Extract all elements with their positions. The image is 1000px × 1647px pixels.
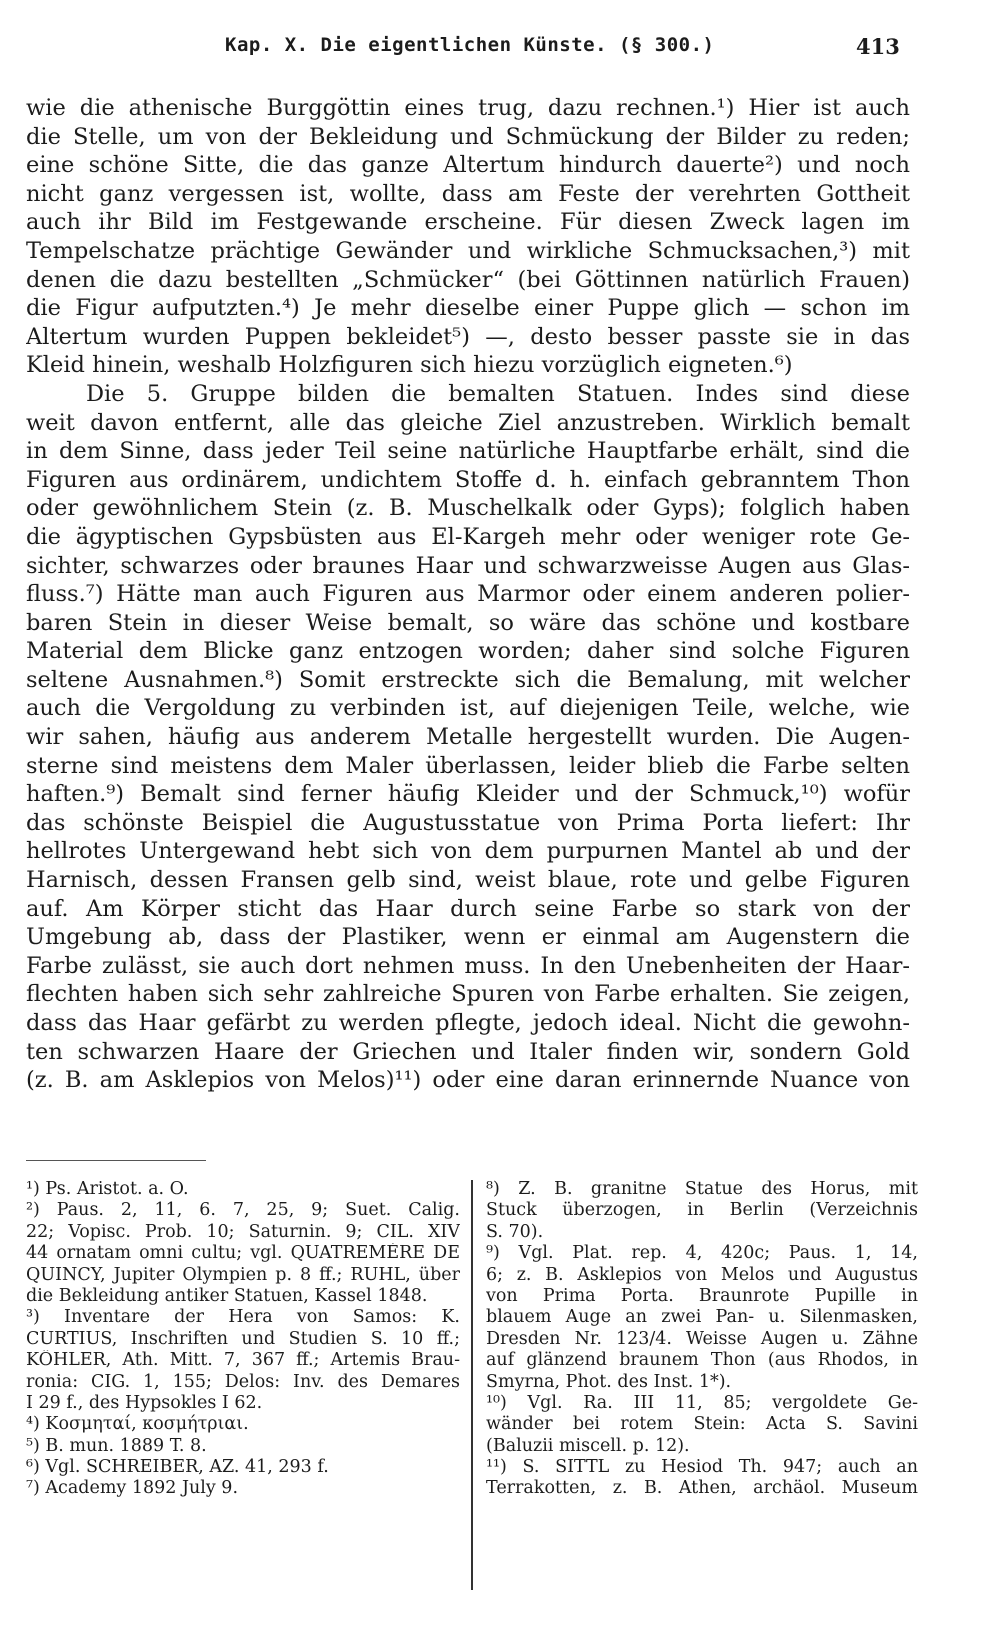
text-line: die Stelle, um von der Bekleidung und Schmückung der Bilder zu reden; — [26, 123, 910, 150]
footnote-line: ⁶) Vgl. SCHREIBER, AZ. 41, 293 f. — [26, 1457, 329, 1478]
text-line: eine schöne Sitte, die das ganze Altertum hindurch dauerte²) und noch — [26, 152, 910, 179]
text-line: die ägyptischen Gypsbüsten aus El-Kargeh mehr oder weniger rote Ge- — [26, 523, 910, 550]
text-line: wir sahen, häufig aus anderem Metalle hergestellt wurden. Die Augen- — [26, 724, 910, 751]
footnote-line: Terrakotten, z. B. Athen, archäol. Museum — [486, 1478, 918, 1499]
text-line: ten schwarzen Haare der Griechen und Italer finden wir, sondern Gold — [26, 1038, 910, 1065]
footnote-line: ⁷) Academy 1892 July 9. — [26, 1478, 239, 1499]
text-line: denen die dazu bestellten „Schmücker“ (bei Göttinnen natürlich Frauen) — [26, 266, 910, 293]
text-line: haften.⁹) Bemalt sind ferner häufig Kleider und der Schmuck,¹⁰) wofür — [26, 781, 910, 808]
footnote-line: ²) Paus. 2, 11, 6. 7, 25, 9; Suet. Calig. — [26, 1200, 460, 1221]
text-line: Figuren aus ordinärem, undichtem Stoffe d. h. einfach gebranntem Thon — [26, 466, 910, 493]
footnote-line: ³) Inventare der Hera von Samos: K. — [26, 1307, 460, 1328]
text-line: seltene Ausnahmen.⁸) Somit erstreckte sich die Bemalung, mit welcher — [26, 666, 910, 693]
footnotes-right-column — [486, 1179, 918, 1500]
text-line: auf. Am Körper sticht das Haar durch seine Farbe so stark von der — [26, 895, 910, 922]
footnote-line: (Baluzii miscell. p. 12). — [486, 1435, 690, 1456]
footnote-line: ⁹) Vgl. Plat. rep. 4, 420c; Paus. 1, 14, — [486, 1243, 918, 1264]
footnote-line: ⁵) B. mun. 1889 T. 8. — [26, 1435, 207, 1456]
text-line: das schönste Beispiel die Augustusstatue von Prima Porta liefert: Ihr — [26, 809, 910, 836]
footnote-line: ronia: CIG. 1, 155; Delos: Inv. des Demares — [26, 1371, 460, 1392]
text-line: nicht ganz vergessen ist, wollte, dass am Feste der verehrten Gottheit — [26, 180, 910, 207]
footnote-line: 22; Vopisc. Prob. 10; Saturnin. 9; CIL. XIV — [26, 1221, 460, 1242]
footnote-line: ⁸) Z. B. granitne Statue des Horus, mit — [486, 1179, 918, 1199]
text-line: wie die athenische Burggöttin eines trug, dazu rechnen.¹) Hier ist auch — [26, 95, 910, 121]
footnote-line: Stuck überzogen, in Berlin (Verzeichnis — [486, 1200, 918, 1221]
footnote-line: S. 70). — [486, 1221, 544, 1242]
footnote-line: CURTIUS, Inschriften und Studien S. 10 ff.; — [26, 1328, 460, 1349]
footnote-separator — [26, 1160, 206, 1161]
text-line: Umgebung ab, dass der Plastiker, wenn er einmal am Augenstern die — [26, 924, 910, 951]
footnote-line: Smyrna, Phot. des Inst. 1*). — [486, 1371, 732, 1392]
text-line: Harnisch, dessen Fransen gelb sind, weist blaue, rote und gelbe Figuren — [26, 867, 910, 894]
footnote-line: die Bekleidung antiker Statuen, Kassel 1848. — [26, 1285, 428, 1306]
text-line: Farbe zulässt, sie auch dort nehmen muss. In den Unebenheiten der Haar- — [26, 952, 910, 979]
footnote-line: ¹) Ps. Aristot. a. O. — [26, 1179, 189, 1199]
footnote-column-divider — [471, 1180, 473, 1590]
text-line: weit davon entfernt, alle das gleiche Ziel anzustreben. Wirklich bemalt — [26, 409, 910, 436]
footnote-line: 44 ornatam omni cultu; vgl. QUATREMÈRE DE — [26, 1243, 460, 1264]
text-line: (z. B. am Asklepios von Melos)¹¹) oder eine daran erinnernde Nuance von — [26, 1067, 910, 1094]
text-line: hellrotes Untergewand hebt sich von dem purpurnen Mantel ab und der — [26, 838, 910, 865]
footnote-line: auf glänzend braunem Thon (aus Rhodos, in — [486, 1350, 918, 1371]
paragraph-start-line: Die 5. Gruppe bilden die bemalten Statuen. Indes sind diese — [86, 380, 910, 407]
footnote-line: Dresden Nr. 123/4. Weisse Augen u. Zähne — [486, 1328, 918, 1349]
text-line: Material dem Blicke ganz entzogen worden; daher sind solche Figuren — [26, 638, 910, 665]
footnote-line: ⁴) Κοσμηταί, κοσμήτριαι. — [26, 1414, 249, 1435]
footnote-line: von Prima Porta. Braunrote Pupille in — [486, 1285, 918, 1306]
text-line: sichter, schwarzes oder braunes Haar und schwarzweisse Augen aus Glas- — [26, 552, 910, 579]
text-line: auch die Vergoldung zu verbinden ist, auf diejenigen Teile, welche, wie — [26, 695, 910, 722]
footnote-line: blauem Auge an zwei Pan- u. Silenmasken, — [486, 1307, 918, 1328]
text-line: Kleid hinein, weshalb Holzfiguren sich hiezu vorzüglich eigneten.⁶) — [26, 352, 793, 379]
text-line: Altertum wurden Puppen bekleidet⁵) —, desto besser passte sie in das — [26, 323, 910, 350]
text-line: dass das Haar gefärbt zu werden pflegte, jedoch ideal. Nicht die gewohn- — [26, 1010, 910, 1036]
footnote-line: 6; z. B. Asklepios von Melos und Augustus — [486, 1264, 918, 1285]
page-number: 413 — [856, 34, 900, 59]
footnote-line: QUINCY, Jupiter Olympien p. 8 ff.; RUHL, über — [26, 1264, 460, 1285]
text-line: Tempelschatze prächtige Gewänder und wirkliche Schmucksachen,³) mit — [26, 237, 910, 264]
running-header — [0, 34, 1000, 66]
text-line: auch ihr Bild im Festgewande erscheine. Für diesen Zweck lagen im — [26, 209, 910, 236]
chapter-heading: Kap. X. Die eigentlichen Künste. (§ 300.) — [225, 34, 715, 56]
footnote-line: wänder bei rotem Stein: Acta S. Savini — [486, 1414, 918, 1435]
text-line: oder gewöhnlichem Stein (z. B. Muschelkalk oder Gyps); folglich haben — [26, 495, 910, 522]
text-line: sterne sind meistens dem Maler überlassen, leider blieb die Farbe selten — [26, 752, 910, 779]
text-line: in dem Sinne, dass jeder Teil seine natürliche Hauptfarbe erhält, sind die — [26, 438, 910, 465]
text-line: baren Stein in dieser Weise bemalt, so wäre das schöne und kostbare — [26, 609, 910, 636]
text-line: fluss.⁷) Hätte man auch Figuren aus Marmor oder einem anderen polier- — [26, 581, 910, 608]
footnotes-left-column — [26, 1179, 460, 1500]
footnote-line: ¹⁰) Vgl. Ra. III 11, 85; vergoldete Ge- — [486, 1392, 918, 1413]
footnote-line: KÖHLER, Ath. Mitt. 7, 367 ff.; Artemis Brau- — [26, 1350, 460, 1371]
footnote-line: I 29 f., des Hypsokles I 62. — [26, 1392, 263, 1413]
footnote-line: ¹¹) S. SITTL zu Hesiod Th. 947; auch an — [486, 1457, 918, 1478]
text-line: die Figur aufputzten.⁴) Je mehr dieselbe einer Puppe glich — schon im — [26, 295, 910, 322]
main-text — [26, 94, 910, 1095]
text-line: flechten haben sich sehr zahlreiche Spuren von Farbe erhalten. Sie zeigen, — [26, 981, 910, 1008]
